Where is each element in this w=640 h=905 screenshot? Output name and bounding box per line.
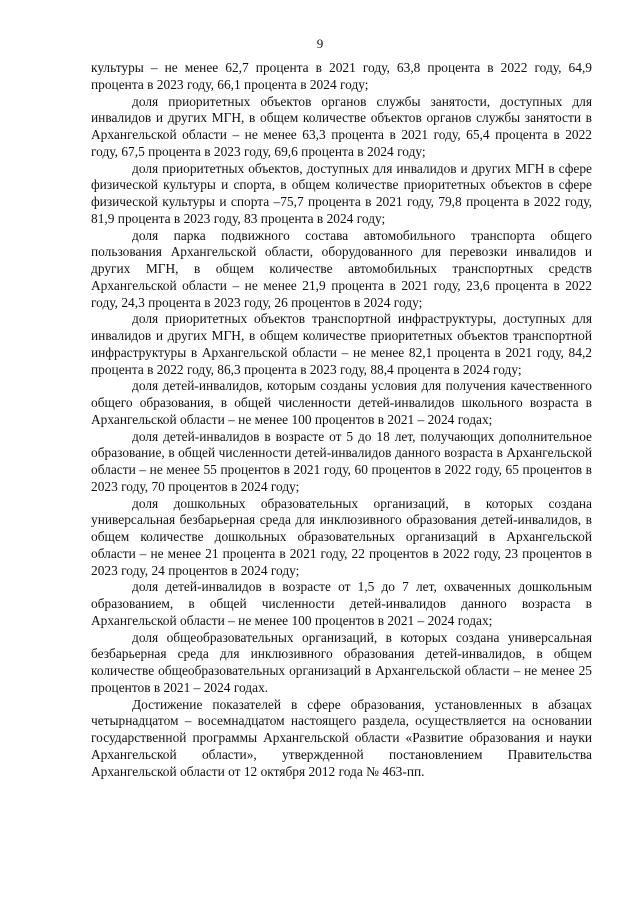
- document-body: [91, 60, 592, 780]
- paragraph: доля детей-инвалидов в возрасте от 5 до 18 лет, получающих дополнительное образование, в общей численности детей-инвалидов данного возраста в Архангельской области – не менее 55 процентов в 2021 году, 60 процентов в 2022 году, 65 процентов в 2023 году, 70 процентов в 2024 году;: [91, 428, 592, 494]
- paragraph: доля детей-инвалидов, которым созданы условия для получения качественного общего образования, в общей численности детей-инвалидов школьного возраста в Архангельской области – не менее 100 процентов в 2021 – 2024 годах;: [91, 378, 592, 427]
- page-number: 9: [316, 36, 324, 51]
- paragraph: доля приоритетных объектов, доступных для инвалидов и других МГН в сфере физической культуры и спорта, в общем количестве приоритетных объектов в сфере физической культуры и спорта –75,7 процента в 2021 году, 79,8 процента в 2022 году, 81,9 процента в 2023 году, 83 процента в 2024 году;: [91, 160, 592, 226]
- paragraph: доля дошкольных образовательных организаций, в которых создана универсальная безбарьерная среда для инклюзивного образования детей-инвалидов, в общем количестве дошкольных образовательных организаций в Архангельской области – не менее 21 процента в 2021 году, 22 процентов в 2022 году, 23 процентов в 2023 году, 24 процентов в 2024 году;: [91, 495, 592, 578]
- paragraph: Достижение показателей в сфере образования, установленных в абзацах четырнадцатом – восемнадцатом настоящего раздела, осуществляется на основании государственной программы Архангельской области «Развитие образования и науки Архангельской области», утвержденной постановлением Правительства Архангельской области от 12 октября 2012 года № 463-пп.: [91, 696, 592, 779]
- paragraph: доля общеобразовательных организаций, в которых создана универсальная безбарьерная среда для инклюзивного образования детей-инвалидов, в общем количестве общеобразовательных организаций в Архангельской области – не менее 25 процентов в 2021 – 2024 годах.: [91, 629, 592, 695]
- paragraph: доля приоритетных объектов транспортной инфраструктуры, доступных для инвалидов и других МГН, в общем количестве приоритетных объектов транспортной инфраструктуры в Архангельской области – не менее 82,1 процента в 2021 году, 84,2 процента в 2022 году, 86,3 процента в 2023 году, 88,4 процента в 2024 году;: [91, 311, 592, 377]
- paragraph-continuation: культуры – не менее 62,7 процента в 2021 году, 63,8 процента в 2022 году, 64,9 процента в 2023 году, 66,1 процента в 2024 году;: [91, 60, 592, 92]
- paragraph: доля приоритетных объектов органов службы занятости, доступных для инвалидов и других МГН, в общем количестве объектов органов службы занятости в Архангельской области – не менее 63,3 процента в 2021 году, 65,4 процента в 2022 году, 67,5 процента в 2023 году, 69,6 процента в 2024 году;: [91, 93, 592, 159]
- paragraph: доля парка подвижного состава автомобильного транспорта общего пользования Архангельской области, оборудованного для перевозки инвалидов и других МГН, в общем количестве автомобильных транспортных средств Архангельской области – не менее 21,9 процента в 2021 году, 23,6 процента в 2022 году, 24,3 процента в 2023 году, 26 процентов в 2024 году;: [91, 227, 592, 310]
- paragraph: доля детей-инвалидов в возрасте от 1,5 до 7 лет, охваченных дошкольным образованием, в общей численности детей-инвалидов данного возраста в Архангельской области – не менее 100 процентов в 2021 – 2024 годах;: [91, 579, 592, 628]
